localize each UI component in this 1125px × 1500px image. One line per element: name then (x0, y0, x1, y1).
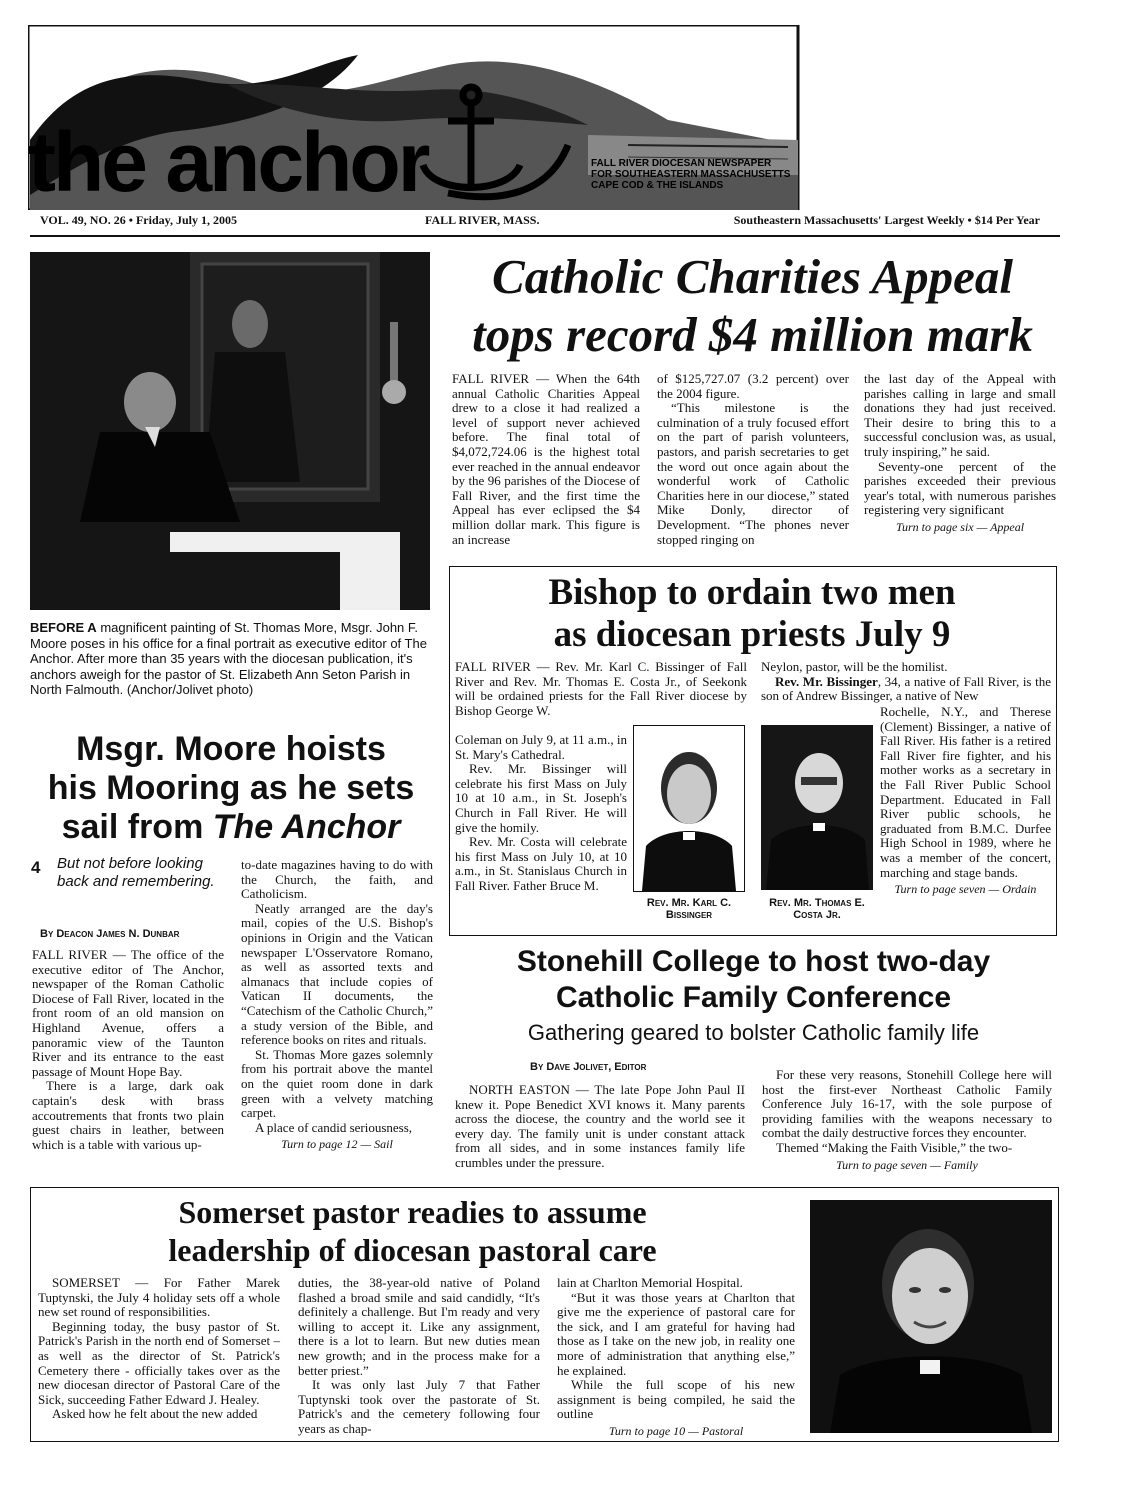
ordain-col-2-narrow (880, 705, 1051, 897)
moore-jump-line[interactable]: Turn to page 12 — Sail (281, 1137, 393, 1152)
ordain-jump-line[interactable]: Turn to page seven — Ordain (894, 882, 1037, 897)
bissinger-bio: , 34, a native of Fall River, is the son of Andrew Bissinger, a native of New (761, 673, 1051, 704)
issue-location: FALL RIVER, MASS. (425, 213, 540, 227)
tagline-line-1: FALL RIVER DIOCESAN NEWSPAPER (591, 158, 772, 169)
somerset-headline-line-2: leadership of diocesan pastoral care (168, 1232, 657, 1268)
ordain-intro: FALL RIVER — Rev. Mr. Karl C. Bissinger of Fall River and Rev. Mr. Thomas E. Costa Jr., of Seekonk will be ordained priests for the Fall River diocese by Bishop George W. (455, 659, 747, 718)
paragraph: SOMERSET — For Father Marek Tuptynski, the July 4 holiday sets off a whole new set round of responsibilities. (38, 1275, 280, 1320)
paragraph: of $125,727.07 (3.2 percent) over the 2004 figure. (657, 371, 849, 401)
paragraph: Rochelle, N.Y., and Therese (Clement) Bissinger, a native of Fall River. His father is a retired Fall River fire fighter, and his mother works as a secretary in the Fall River Public School Department. Educated in Fall River public schools, he graduated from B.M.C. Durfee High School in 1989, where he was a member of the concert, marching and stage bands. (880, 704, 1051, 880)
moore-headline-line-2: his Mooring as he sets (47, 769, 415, 807)
bissinger-portrait (634, 726, 744, 891)
paragraph: St. Thomas More gazes solemnly from his portrait above the mantel on the quiet room done in dark green with a velvety matching carpet. (241, 1046, 433, 1121)
paragraph: “This milestone is the culmination of a truly focused effort on the part of parish volunteers, pastors, and parish secretaries to get the word out once again about the wonderful work of Catholic Charities here in our diocese,” stated Mike Donly, director of Development. “The phones never stopped ringing on (657, 400, 849, 547)
paragraph: It was only last July 7 that Father Tuptynski took over the pastorate of St. Patrick's and the cemetery following four years as chap- (298, 1377, 540, 1436)
paragraph: Rev. Mr. Costa will celebrate his first Mass on July 10, at 10 a.m., in St. Stanislaus Church in Fall River. Father Bruce M. (455, 834, 627, 893)
paragraph: the last day of the Appeal with parishes calling in large and small donations they had just received. Their desire to bring this to a successful conclusion was, as usual, truly inspiring,” he said. (864, 371, 1056, 459)
moore-col-2 (241, 858, 433, 1152)
stonehill-headline (452, 944, 1055, 1016)
ordain-headline (452, 572, 1052, 656)
costa-photo (761, 725, 873, 890)
paragraph: There is a large, dark oak captain's desk with brass accoutrements that fronts two plain guest chairs in leather, between which is a table with various up- (32, 1078, 224, 1152)
moore-kicker-number: 4 (31, 858, 41, 877)
tuptynski-photo (810, 1200, 1052, 1433)
paragraph: While the full scope of his new assignment is being compiled, he said the outline (557, 1377, 795, 1422)
moore-photo-image (30, 252, 430, 610)
ordain-headline-line-1: Bishop to ordain two men (548, 572, 956, 613)
paragraph: duties, the 38-year-old native of Poland flashed a broad smile and said candidly, “It's definitely a challenge. But I'm ready and very willing to accept it. Like any assignment, there is a lot to learn. But new duties mean new growth; and in the process make for a better priest.” (298, 1275, 540, 1378)
moore-byline: By Deacon James N. Dunbar (40, 928, 180, 940)
tagline-line-3: CAPE COD & THE ISLANDS (591, 180, 724, 191)
issue-line (40, 213, 1040, 229)
ordain-col-1 (455, 733, 627, 894)
headline-publication: The Anchor (212, 808, 401, 846)
paragraph: lain at Charlton Memorial Hospital. (557, 1275, 743, 1290)
paragraph: FALL RIVER — The office of the executive editor of The Anchor, newspaper of the Roman Catholic Diocese of Fall River, located in the front room of an old mansion on Highland Avenue, offers a panoramic view of the Taunton River and its entrance to the east passage of Mount Hope Bay. (32, 947, 224, 1079)
paragraph: Asked how he felt about the new added (52, 1406, 258, 1422)
paragraph: Neylon, pastor, will be the homilist. (761, 659, 948, 674)
appeal-headline-line-2: tops record $4 million mark (472, 307, 1033, 362)
paragraph: FALL RIVER — When the 64th annual Catholic Charities Appeal drew to a close it had realized a level of support never achieved before. The final total of $4,072,724.06 is the highest total ever reached in the annual endeavor by the 96 parishes of the Diocese of Fall River, and the first time the Appeal has ever eclipsed the $4 million dollar mark. This figure is an increase (452, 371, 640, 547)
stonehill-col-1 (455, 1083, 745, 1171)
caption-lead: BEFORE A (30, 620, 97, 635)
appeal-col-1 (452, 372, 640, 547)
moore-kicker: But not before looking back and remembering. (57, 855, 215, 890)
paragraph: For these very reasons, Stonehill College here will host the first-ever Northeast Catholic Family Conference July 16-17, with the sole purpose of providing families with the weapons necessary to combat the daily destructive forces they encounter. (762, 1067, 1052, 1141)
moore-photo (30, 252, 430, 610)
bissinger-photo-caption: Rev. Mr. Karl C. Bissinger (646, 897, 732, 921)
paragraph: Themed “Making the Faith Visible,” the two- (776, 1139, 1013, 1155)
issue-slogan: Southeastern Massachusetts' Largest Weekly • $14 Per Year (733, 213, 1040, 227)
appeal-headline-line-1: Catholic Charities Appeal (492, 249, 1013, 304)
somerset-col-1 (38, 1276, 280, 1422)
moore-headline-line-1: Msgr. Moore hoists (76, 730, 386, 768)
masthead-tagline (591, 158, 790, 191)
issue-volume: VOL. 49, NO. 26 • Friday, July 1, 2005 (40, 213, 237, 227)
bissinger-name: Rev. Mr. Bissinger (775, 673, 878, 689)
masthead-title: the anchor (28, 115, 428, 209)
stonehill-headline-line-2: Catholic Family Conference (555, 981, 952, 1014)
costa-portrait (761, 725, 873, 890)
tuptynski-portrait (810, 1200, 1052, 1433)
stonehill-byline: By Dave Jolivet, Editor (530, 1061, 647, 1073)
stonehill-headline-line-1: Stonehill College to host two-day (516, 945, 991, 978)
somerset-jump-line[interactable]: Turn to page 10 — Pastoral (608, 1423, 744, 1438)
paragraph (761, 675, 1051, 704)
moore-photo-caption (30, 620, 432, 698)
costa-photo-caption: Rev. Mr. Thomas E. Costa Jr. (769, 897, 865, 921)
appeal-col-2 (657, 372, 849, 547)
stonehill-jump-line[interactable]: Turn to page seven — Family (836, 1157, 978, 1172)
paragraph: Rev. Mr. Bissinger will celebrate his first Mass on July 10 at 10 a.m., in St. Joseph's Church in Fall River. He will give the homily. (455, 761, 627, 835)
stonehill-col-2 (762, 1068, 1052, 1172)
masthead-rule (30, 235, 1060, 237)
paragraph: “But it was those years at Charlton that give me the experience of pastoral care for the sick, and I am grateful for having had those as I take on the new job, in reality one more of administration that anything else,” he explained. (557, 1289, 795, 1378)
caption-text: magnificent painting of St. Thomas More, Msgr. John F. Moore poses in his office for a final portrait as executive editor of The Anchor. After more than 35 years with the diocesan publication, it's anchors aweigh for the pastor of St. Elizabeth Ann Seton Parish in North Falmouth. (Anchor/Jolivet photo) (30, 620, 427, 697)
stonehill-deck: Gathering geared to bolster Catholic family life (527, 1020, 980, 1045)
paragraph: Beginning today, the busy pastor of St. Patrick's Parish in the north end of Somerset – as well as the director of St. Patrick's Cemetery there - officially takes over as the new diocesan director of Pastoral Care of the Sick, succeeding Father Edward J. Healey. (38, 1318, 280, 1407)
somerset-col-2 (298, 1276, 540, 1437)
appeal-jump-line[interactable]: Turn to page six — Appeal (895, 519, 1025, 534)
paragraph: to-date magazines having to do with the Church, the faith, and Catholicism. (241, 857, 433, 902)
bissinger-photo (633, 725, 745, 892)
moore-headline-line-3 (30, 808, 432, 847)
paragraph: NORTH EASTON — The late Pope John Paul II knew it. Pope Benedict XVI knows it. Many parents across the diocese, the country and the world see it every day. The family unit is under constant attack from all sides, and in some instances family life crumbles under the pressure. (455, 1082, 745, 1170)
paragraph: Coleman on July 9, at 11 a.m., in St. Mary's Cathedral. (455, 732, 627, 762)
headline-text: sail from (61, 808, 213, 846)
paragraph: A place of candid seriousness, (255, 1119, 413, 1135)
appeal-col-3 (864, 372, 1056, 535)
ordain-col-2-top (761, 660, 1051, 704)
somerset-headline (40, 1193, 785, 1269)
somerset-col-3 (557, 1276, 795, 1439)
moore-headline (30, 730, 432, 847)
moore-col-1 (32, 948, 224, 1152)
paragraph: Neatly arranged are the day's mail, copies of the U.S. Bishop's opinions in Origin and the Vatican newspaper L'Osservatore Romano, as well as assorted texts and almanacs that include copies of Vatican II documents, the “Catechism of the Catholic Church,” a study version of the Bible, and reference books on rites and rituals. (241, 900, 433, 1048)
tagline-line-2: FOR SOUTHEASTERN MASSACHUSETTS (591, 169, 791, 180)
masthead (28, 25, 1068, 210)
ordain-headline-line-2: as diocesan priests July 9 (553, 614, 951, 655)
appeal-headline (440, 248, 1065, 364)
somerset-headline-line-1: Somerset pastor readies to assume (178, 1194, 647, 1230)
paragraph: Seventy-one percent of the parishes exceeded their previous year's total, with numerous parishes registering very significant (864, 458, 1056, 518)
